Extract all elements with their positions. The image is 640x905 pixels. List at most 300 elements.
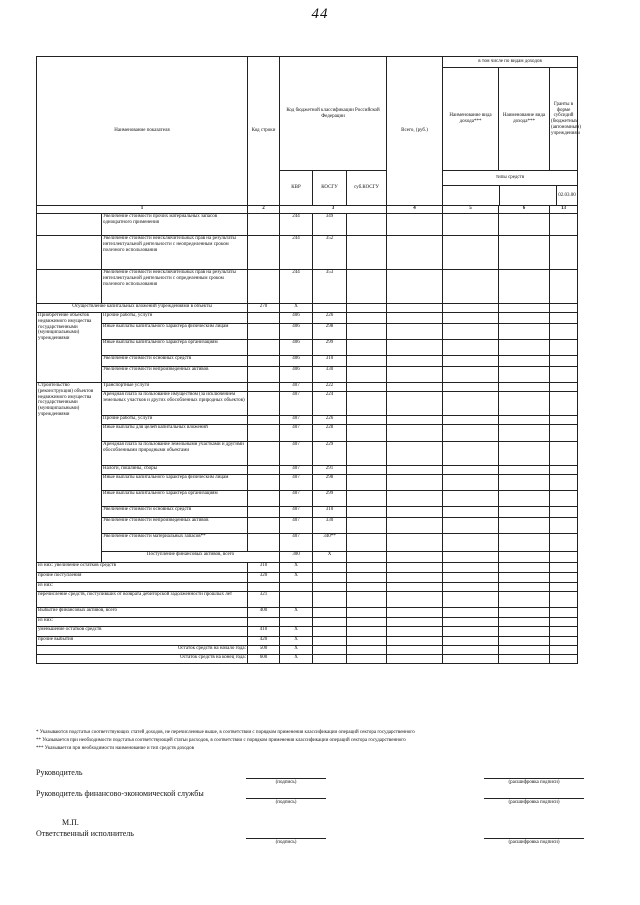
table-row (37, 655, 578, 664)
table-row (37, 518, 578, 534)
line-code (248, 491, 280, 507)
table-row (37, 507, 578, 518)
indicator-label: Увеличение стоимости непроизведенных активов (102, 367, 248, 383)
value-cell (550, 340, 578, 356)
value-cell (443, 466, 499, 475)
indicator-label: Прочие работы, услуги (102, 416, 248, 425)
value-cell (550, 552, 578, 563)
value-cell (387, 618, 443, 627)
indicator-label: Налоги, пошлины, сборы (102, 466, 248, 475)
value-cell (499, 583, 550, 592)
indicator-label: Арендная плата за пользование земельными участками и другими обособленными природными объектами (102, 442, 248, 466)
line-code: 600 (248, 655, 280, 664)
line-code (248, 392, 280, 416)
value-cell (313, 646, 347, 655)
value-cell (347, 304, 387, 313)
value-cell (550, 583, 578, 592)
column-number: 13 (550, 206, 578, 214)
line-code: 310 (248, 563, 280, 573)
value-cell (387, 356, 443, 367)
value-cell (550, 534, 578, 552)
indicator-label: Остаток средств на конец года: (37, 655, 248, 664)
value-cell (313, 637, 347, 646)
value-cell (550, 491, 578, 507)
line-code (248, 270, 280, 304)
kvr-code: 406 (280, 356, 313, 367)
finance-signature-line (246, 798, 326, 799)
value-cell (347, 534, 387, 552)
value-cell (387, 442, 443, 466)
column-number: 1 (37, 206, 248, 214)
value-cell (443, 340, 499, 356)
value-cell (387, 383, 443, 392)
value-cell (499, 356, 550, 367)
line-code (248, 518, 280, 534)
value-cell (499, 304, 550, 313)
value-cell (499, 655, 550, 664)
value-cell (347, 646, 387, 655)
value-cell (499, 563, 550, 573)
line-code (248, 442, 280, 466)
table-row (37, 392, 578, 416)
value-cell (347, 475, 387, 491)
value-cell (550, 573, 578, 583)
fund-code: 02.03.00 (558, 193, 576, 198)
kosgu-code: 299 (313, 491, 347, 507)
kvr-code (280, 618, 313, 627)
value-cell (499, 475, 550, 491)
indicator-label: Выбытие финансовых активов, всего (37, 608, 248, 618)
kvr-code: 407 (280, 466, 313, 475)
kosgu-code: 352 (313, 236, 347, 270)
kvr-code: 407 (280, 416, 313, 425)
table-row (37, 552, 578, 563)
value-cell (443, 563, 499, 573)
value-cell (499, 592, 550, 608)
value-cell (443, 592, 499, 608)
kvr-code: 406 (280, 313, 313, 324)
table-row (37, 425, 578, 442)
value-cell (443, 618, 499, 627)
value-cell (313, 573, 347, 583)
value-cell (550, 442, 578, 466)
value-cell (347, 324, 387, 340)
value-cell (499, 214, 550, 236)
finance-decoding-caption: (расшифровка подписи) (508, 800, 560, 805)
executor-signature-line (246, 838, 326, 839)
value-cell (443, 304, 499, 313)
value-cell (499, 383, 550, 392)
value-cell (347, 442, 387, 466)
value-cell (443, 646, 499, 655)
line-code: 500 (248, 646, 280, 655)
indicator-label: прочие поступления (37, 573, 248, 583)
value-cell (347, 416, 387, 425)
kvr-code: 407 (280, 425, 313, 442)
footnote: ** Указывается при необходимости подстатья соответствующей статьи расходов, в соответствии с порядком применения классификации операций сектора государственного (36, 738, 406, 743)
value-cell (443, 637, 499, 646)
value-cell (387, 592, 443, 608)
table-row (37, 583, 578, 592)
value-cell (387, 304, 443, 313)
value-cell (387, 236, 443, 270)
income-types-header: в том числе по видам доходов (443, 57, 578, 68)
value-cell (443, 552, 499, 563)
kvr-code: X (280, 608, 313, 618)
value-cell (347, 563, 387, 573)
value-cell (550, 655, 578, 664)
kvr-code: X (280, 646, 313, 655)
line-code: 320 (248, 573, 280, 583)
value-cell (387, 655, 443, 664)
executor-label: Ответственный исполнитель (36, 829, 134, 838)
value-cell (443, 655, 499, 664)
table-row (37, 627, 578, 637)
value-cell (387, 324, 443, 340)
kvr-code: X (280, 637, 313, 646)
value-cell (347, 518, 387, 534)
value-cell (550, 324, 578, 340)
value-cell (443, 425, 499, 442)
column-number: 5 (443, 206, 499, 214)
value-cell (387, 573, 443, 583)
value-cell (499, 637, 550, 646)
kosgu-code: 222 (313, 383, 347, 392)
line-code: 300 (280, 552, 313, 563)
income-type-name-2-header: Наименование вида дохода*** (499, 68, 550, 171)
value-cell (443, 356, 499, 367)
value-cell (550, 367, 578, 383)
table-row (37, 356, 578, 367)
income-type-name-1-header: Наименование вида дохода*** (443, 68, 499, 171)
value-cell (550, 270, 578, 304)
line-code (248, 583, 280, 592)
kosgu-code: 353 (313, 270, 347, 304)
value-cell (387, 608, 443, 618)
value-cell (387, 563, 443, 573)
value-cell (499, 416, 550, 425)
executor-decoding-line (484, 838, 584, 839)
value-cell (347, 367, 387, 383)
indicator-label: Увеличение стоимости неисключительных прав на результаты интеллектуальной деятельности с неопределенным сроком полезного использования (102, 236, 248, 270)
value-cell (443, 416, 499, 425)
head-decoding-caption: (расшифровка подписи) (508, 780, 560, 785)
stamp-label: М.П. (62, 818, 79, 827)
value-cell (313, 592, 347, 608)
kvr-code: 407 (280, 491, 313, 507)
value-cell (347, 618, 387, 627)
indicator-label: Увеличение стоимости материальных запасов** (102, 534, 248, 552)
line-code (248, 618, 280, 627)
line-code: 410 (248, 627, 280, 637)
table-row (37, 573, 578, 583)
value-cell (443, 507, 499, 518)
table-row (37, 466, 578, 475)
indicator-label: Увеличение стоимости неисключительных прав на результаты интеллектуальной деятельности с определенным сроком полезного использования (102, 270, 248, 304)
kvr-header: КВР (280, 171, 313, 206)
table-row (37, 442, 578, 466)
kosgu-code: 349 (313, 214, 347, 236)
value-cell (550, 425, 578, 442)
head-label: Руководитель (36, 768, 83, 777)
value-cell (443, 367, 499, 383)
value-cell (387, 518, 443, 534)
kosgu-code (313, 304, 347, 313)
grants-header: Гранты в форме субсидий (бюджетным (автономным) учреждениям (550, 68, 578, 171)
table-row (37, 304, 578, 313)
value-cell (499, 313, 550, 324)
line-code (248, 356, 280, 367)
kvr-code: X (280, 573, 313, 583)
kvr-code: 407 (280, 475, 313, 491)
value-cell (313, 618, 347, 627)
table-row (37, 383, 578, 392)
head-signature-line (246, 778, 326, 779)
table-body (37, 214, 578, 664)
value-cell (347, 392, 387, 416)
indicator-label: Иные выплаты капитального характера физическим лицам (102, 475, 248, 491)
value-cell (387, 534, 443, 552)
value-cell (499, 367, 550, 383)
column-number: 4 (387, 206, 443, 214)
line-code (248, 236, 280, 270)
value-cell (499, 552, 550, 563)
indicator-label: Увеличение стоимости основных средств (102, 507, 248, 518)
kosgu-code: 229 (313, 442, 347, 466)
group-label (37, 214, 102, 236)
value-cell (443, 270, 499, 304)
indicator-label: Транспортные услуги (102, 383, 248, 392)
table-row (37, 214, 578, 236)
kvr-code: 407 (280, 518, 313, 534)
kosgu-code: 226 (313, 416, 347, 425)
indicator-label: Иные выплаты капитального характера организациям (102, 491, 248, 507)
value-cell (443, 383, 499, 392)
value-cell (499, 442, 550, 466)
kvr-code: X (280, 563, 313, 573)
value-cell (443, 534, 499, 552)
kosgu-code: 224 (313, 392, 347, 416)
value-cell (443, 518, 499, 534)
financial-plan-table (36, 56, 581, 664)
indicator-label: из них: (37, 618, 248, 627)
kosgu-code: 291 (313, 466, 347, 475)
kosgu-code: 299 (313, 340, 347, 356)
value-cell (443, 608, 499, 618)
budget-classification-header: Код бюджетной классификации Российской Федерации (280, 57, 387, 171)
value-cell (347, 425, 387, 442)
indicator-label: перечисление средств, поступивших от возврата дебиторской задолженности прошлых лет (37, 592, 248, 608)
kosgu-code: 330 (313, 367, 347, 383)
indicator-label: Увеличение стоимости прочих материальных запасов однократного применения (102, 214, 248, 236)
footnote: * Указываются подстатьи соответствующих статей доходов, не перечисленные выше, в соответствии с порядком применения классификации операций сектора государственного (36, 730, 415, 735)
head-signature-caption: (подпись) (275, 780, 297, 785)
value-cell (499, 646, 550, 655)
kosgu-header: КОСГУ (313, 171, 347, 206)
kosgu-code: 226 (313, 313, 347, 324)
finance-decoding-line (484, 798, 584, 799)
sub-kosgu-header: суб.КОСГУ (347, 171, 387, 206)
table-row (37, 236, 578, 270)
value-cell (550, 383, 578, 392)
indicator-label: Увеличение стоимости основных средств (102, 356, 248, 367)
value-cell (347, 608, 387, 618)
value-cell (387, 466, 443, 475)
value-cell (347, 491, 387, 507)
value-cell (443, 573, 499, 583)
value-cell (550, 236, 578, 270)
column-numbers-row (37, 206, 578, 214)
value-cell (499, 236, 550, 270)
value-cell (499, 466, 550, 475)
column-number: 6 (499, 206, 550, 214)
value-cell (347, 383, 387, 392)
executor-decoding-caption: (расшифровка подписи) (508, 840, 560, 845)
fund-types-cell (443, 171, 578, 206)
value-cell (550, 475, 578, 491)
value-cell (499, 425, 550, 442)
value-cell (347, 573, 387, 583)
table-row (37, 340, 578, 356)
table-row (37, 563, 578, 573)
value-cell (499, 392, 550, 416)
value-cell (347, 637, 387, 646)
value-cell (387, 552, 443, 563)
value-cell (443, 236, 499, 270)
kvr-code (280, 583, 313, 592)
value-cell (387, 270, 443, 304)
line-code (248, 340, 280, 356)
total-header: Всего, (руб.) (387, 57, 443, 206)
table-row (37, 491, 578, 507)
value-cell (347, 214, 387, 236)
group-label (37, 236, 102, 270)
line-code (248, 534, 280, 552)
column-number: 2 (248, 206, 280, 214)
value-cell (313, 583, 347, 592)
kosgu-code: 310 (313, 507, 347, 518)
kvr-code: 406 (280, 367, 313, 383)
kvr-code: X (313, 552, 347, 563)
kosgu-code: 298 (313, 324, 347, 340)
kvr-code: 407 (280, 442, 313, 466)
value-cell (443, 475, 499, 491)
indicator-label: Иные выплаты капитального характера физическим лицам (102, 324, 248, 340)
value-cell (443, 627, 499, 637)
value-cell (499, 340, 550, 356)
value-cell (387, 214, 443, 236)
kosgu-code: 340** (313, 534, 347, 552)
value-cell (347, 466, 387, 475)
indicator-label: Иные выплаты капитального характера организациям (102, 340, 248, 356)
value-cell (347, 270, 387, 304)
kvr-code: 244 (280, 236, 313, 270)
value-cell (443, 324, 499, 340)
table-row (37, 592, 578, 608)
line-code (248, 383, 280, 392)
table-row (37, 646, 578, 655)
line-code (248, 475, 280, 491)
value-cell (550, 563, 578, 573)
value-cell (499, 573, 550, 583)
value-cell (347, 627, 387, 637)
value-cell (550, 518, 578, 534)
value-cell (550, 214, 578, 236)
kosgu-code: 330 (313, 518, 347, 534)
value-cell (443, 313, 499, 324)
line-code: 400 (248, 608, 280, 618)
value-cell (550, 592, 578, 608)
indicator-label: Иные выплаты для целей капитальных вложений (102, 425, 248, 442)
value-cell (313, 655, 347, 664)
indicator-label: уменьшение остатков средств (37, 627, 248, 637)
indicator-label: из них: (37, 583, 248, 592)
line-code (248, 507, 280, 518)
kosgu-code: 228 (313, 425, 347, 442)
value-cell (499, 608, 550, 618)
value-cell (443, 491, 499, 507)
line-code (248, 324, 280, 340)
value-cell (387, 507, 443, 518)
table-row (37, 637, 578, 646)
value-cell (499, 491, 550, 507)
value-cell (550, 608, 578, 618)
kvr-code: 244 (280, 270, 313, 304)
value-cell (550, 313, 578, 324)
value-cell (387, 313, 443, 324)
table-row (37, 324, 578, 340)
value-cell (347, 313, 387, 324)
kvr-code: 407 (280, 534, 313, 552)
value-cell (550, 637, 578, 646)
value-cell (387, 367, 443, 383)
value-cell (550, 356, 578, 367)
fund-types-header: типы средств (443, 171, 577, 186)
value-cell (347, 236, 387, 270)
page-number: 44 (311, 6, 329, 22)
line-code (248, 367, 280, 383)
kvr-code: 244 (280, 214, 313, 236)
value-cell (387, 637, 443, 646)
kvr-code: 407 (280, 392, 313, 416)
indicator-label: прочие выбытия (37, 637, 248, 646)
footnote: *** Указывается при необходимости наименование и тип средств доходов (36, 746, 194, 751)
value-cell (499, 534, 550, 552)
table-row (37, 416, 578, 425)
footnotes (36, 729, 596, 753)
value-cell (550, 416, 578, 425)
value-cell (387, 627, 443, 637)
value-cell (347, 583, 387, 592)
indicator-label: Арендная плата за пользование имуществом (за исключением земельных участков и других обособленных природных объектов) (102, 392, 248, 416)
kosgu-code: 310 (313, 356, 347, 367)
value-cell (550, 466, 578, 475)
value-cell (387, 392, 443, 416)
finance-signature-caption: (подпись) (275, 800, 297, 805)
value-cell (443, 583, 499, 592)
kvr-code (280, 592, 313, 608)
kosgu-code (347, 552, 387, 563)
value-cell (387, 416, 443, 425)
value-cell (347, 592, 387, 608)
kvr-code: X (280, 655, 313, 664)
indicator-label: Прочие работы, услуги (102, 313, 248, 324)
group-label: Строительство (реконструкция) объектов недвижимого имущества государственными (муниципальными) учреждениями (37, 383, 102, 563)
value-cell (443, 392, 499, 416)
value-cell (550, 304, 578, 313)
group-label: Приобретение объектов недвижимого имущества государственными (муниципальными) учреждениями (37, 313, 102, 383)
value-cell (499, 618, 550, 627)
